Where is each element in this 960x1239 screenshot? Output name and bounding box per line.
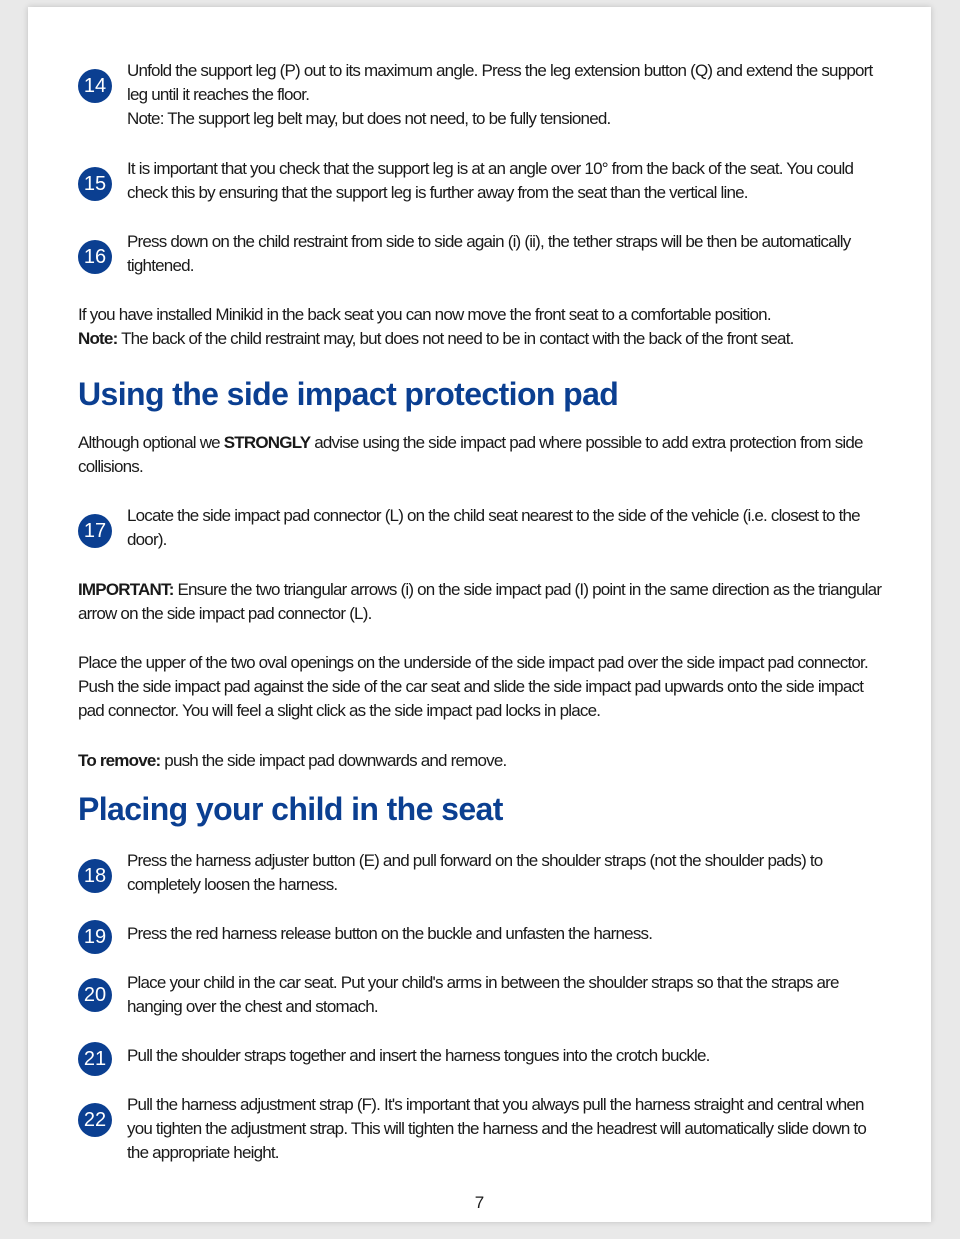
step-16 bbox=[78, 230, 878, 278]
step-number-badge: 22 bbox=[78, 1103, 112, 1137]
step-14 bbox=[78, 59, 878, 131]
note-label: Note: bbox=[78, 329, 118, 348]
step-text: Press the harness adjuster button (E) and pull forward on the shoulder straps (not the shoulder pads) to completely loosen the harness. bbox=[127, 851, 823, 894]
backseat-note bbox=[78, 327, 888, 351]
step-text: Place your child in the car seat. Put your child's arms in between the shoulder straps so that the straps are hanging over the chest and stomach. bbox=[127, 973, 839, 1016]
backseat-paragraph bbox=[78, 303, 888, 351]
step-18 bbox=[78, 849, 878, 897]
step-21 bbox=[78, 1044, 878, 1068]
step-15 bbox=[78, 157, 878, 205]
remove-text: push the side impact pad downwards and remove. bbox=[160, 751, 507, 770]
step-text bbox=[127, 59, 878, 131]
page-number: 7 bbox=[474, 1193, 485, 1212]
side-impact-intro bbox=[78, 431, 888, 479]
step-text: Press the red harness release button on the buckle and unfasten the harness. bbox=[127, 924, 653, 943]
step-number-badge: 14 bbox=[78, 69, 112, 103]
step-text: Pull the harness adjustment strap (F). It's important that you always pull the harness straight and central when you tighten the adjustment strap. This will tighten the harness and the headrest will automatically slide down to the appropriate height. bbox=[127, 1095, 866, 1162]
step-17 bbox=[78, 504, 878, 552]
step-20 bbox=[78, 971, 878, 1019]
step-text: Locate the side impact pad connector (L) on the child seat nearest to the side of the vehicle (i.e. closest to the door). bbox=[127, 506, 860, 549]
intro-emphasis: STRONGLY bbox=[223, 433, 311, 452]
important-text: Ensure the two triangular arrows (i) on the side impact pad (I) point in the same direction as the triangular arrow on the side impact pad connector (L). bbox=[78, 580, 882, 623]
remove-paragraph bbox=[78, 749, 888, 773]
step-text: Press down on the child restraint from side to side again (i) (ii), the tether straps will be then be automatically tightened. bbox=[127, 232, 851, 275]
section-title-side-impact: Using the side impact protection pad bbox=[78, 376, 619, 412]
step-22 bbox=[78, 1093, 878, 1165]
step-19 bbox=[78, 922, 878, 946]
section-title-placing-child: Placing your child in the seat bbox=[78, 791, 503, 827]
place-pad-paragraph: Place the upper of the two oval openings on the underside of the side impact pad over the side impact pad connector. Push the side impact pad against the side of the car seat and slide the side impact pad upwards onto the side impact pad connector. You will feel a slight click as the side impact pad locks in place. bbox=[78, 653, 868, 720]
document-page bbox=[28, 7, 931, 1222]
backseat-text: If you have installed Minikid in the back seat you can now move the front seat to a comfortable position. bbox=[78, 305, 771, 324]
important-label: IMPORTANT: bbox=[78, 580, 174, 599]
intro-text-post: advise using the side impact pad where possible to add extra protection from side collisions. bbox=[78, 433, 863, 476]
step-number-badge: 15 bbox=[78, 167, 112, 201]
step-number-badge: 19 bbox=[78, 920, 112, 954]
step-number-badge: 18 bbox=[78, 859, 112, 893]
remove-label: To remove: bbox=[78, 751, 161, 770]
step-number-badge: 21 bbox=[78, 1042, 112, 1076]
step-number-badge: 16 bbox=[78, 240, 112, 274]
important-paragraph bbox=[78, 578, 888, 626]
step-text: Pull the shoulder straps together and insert the harness tongues into the crotch buckle. bbox=[127, 1046, 710, 1065]
step-instruction: Unfold the support leg (P) out to its maximum angle. Press the leg extension button (Q) and extend the support leg until it reaches the floor. bbox=[127, 61, 873, 104]
intro-text-pre: Although optional we bbox=[78, 433, 224, 452]
step-number-badge: 17 bbox=[78, 514, 112, 548]
step-text: It is important that you check that the support leg is at an angle over 10° from the back of the seat. You could check this by ensuring that the support leg is further away from the seat than the vertical line. bbox=[127, 159, 854, 202]
step-number-badge: 20 bbox=[78, 978, 112, 1012]
step-note: Note: The support leg belt may, but does not need, to be fully tensioned. bbox=[127, 109, 611, 128]
note-text: The back of the child restraint may, but does not need to be in contact with the back of the front seat. bbox=[117, 329, 794, 348]
